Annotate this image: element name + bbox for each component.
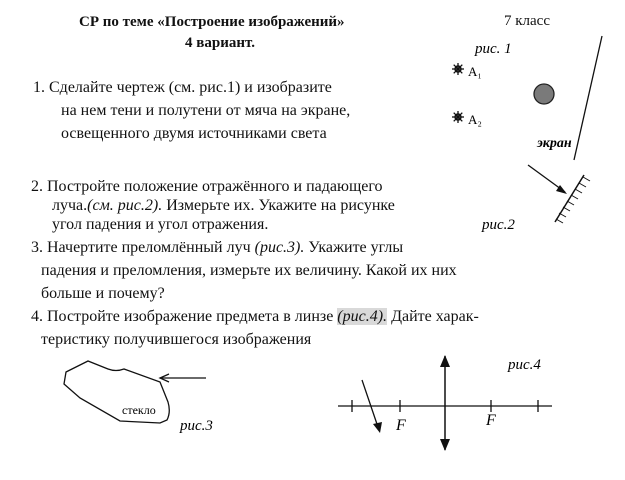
focus-right-label: F [486,412,496,429]
source-a1-label: A₁ [468,64,482,79]
task-4-text-a: 4. Постройте изображение предмета в линзе [31,308,338,325]
variant-label: 4 вариант. [185,35,255,51]
task-1-line-1: 1. Сделайте чертеж (см. рис.1) и изобразите [33,79,332,96]
figure-2-label: рис.2 [482,217,515,233]
task-4-text-b: Дайте харак- [387,308,479,325]
task-1-line-2: на нем тени и полутени от мяча на экране, [61,102,351,119]
focus-left-label: F [396,417,406,434]
task-3-text-a: 3. Начертите преломлённый луч [31,239,255,256]
task-2-text-b: Измерьте их. Укажите на рисунке [162,197,395,214]
task-3-text-b: Укажите углы [304,239,404,256]
screen-label: экран [537,136,572,151]
worksheet-title: СР по теме «Построение изображений» [79,14,345,30]
task-1-line-3: освещенного двумя источниками света [61,125,327,142]
source-a2-label: A₂ [468,112,482,127]
object-arrow-head-icon [373,422,382,433]
task-2-line-1: 2. Постройте положение отражённого и падающего [31,178,383,195]
task-3-line-3: больше и почему? [41,285,165,302]
figure-1-label: рис. 1 [475,41,512,57]
task-4-figure-ref: (рис.4). [337,308,388,325]
task-2-figure-ref: (см. рис.2). [87,197,163,214]
glass-label: стекло [122,403,156,417]
grade-label: 7 класс [504,13,550,29]
task-3-figure-ref: (рис.3). [254,239,305,256]
task-2-text-a: луча. [52,197,88,214]
task-3-line-2: падения и преломления, измерьте их величину. Какой их них [41,262,457,279]
object-arrow [362,380,379,430]
lens-bottom-arrow-icon [440,439,450,451]
task-2-line-3: угол падения и угол отражения. [52,216,269,233]
task-4-line-2: теристику получившегося изображения [41,331,312,348]
figure-3-label: рис.3 [180,418,213,434]
lens-top-arrow-icon [440,355,450,367]
figure-4-label: рис.4 [508,357,541,373]
